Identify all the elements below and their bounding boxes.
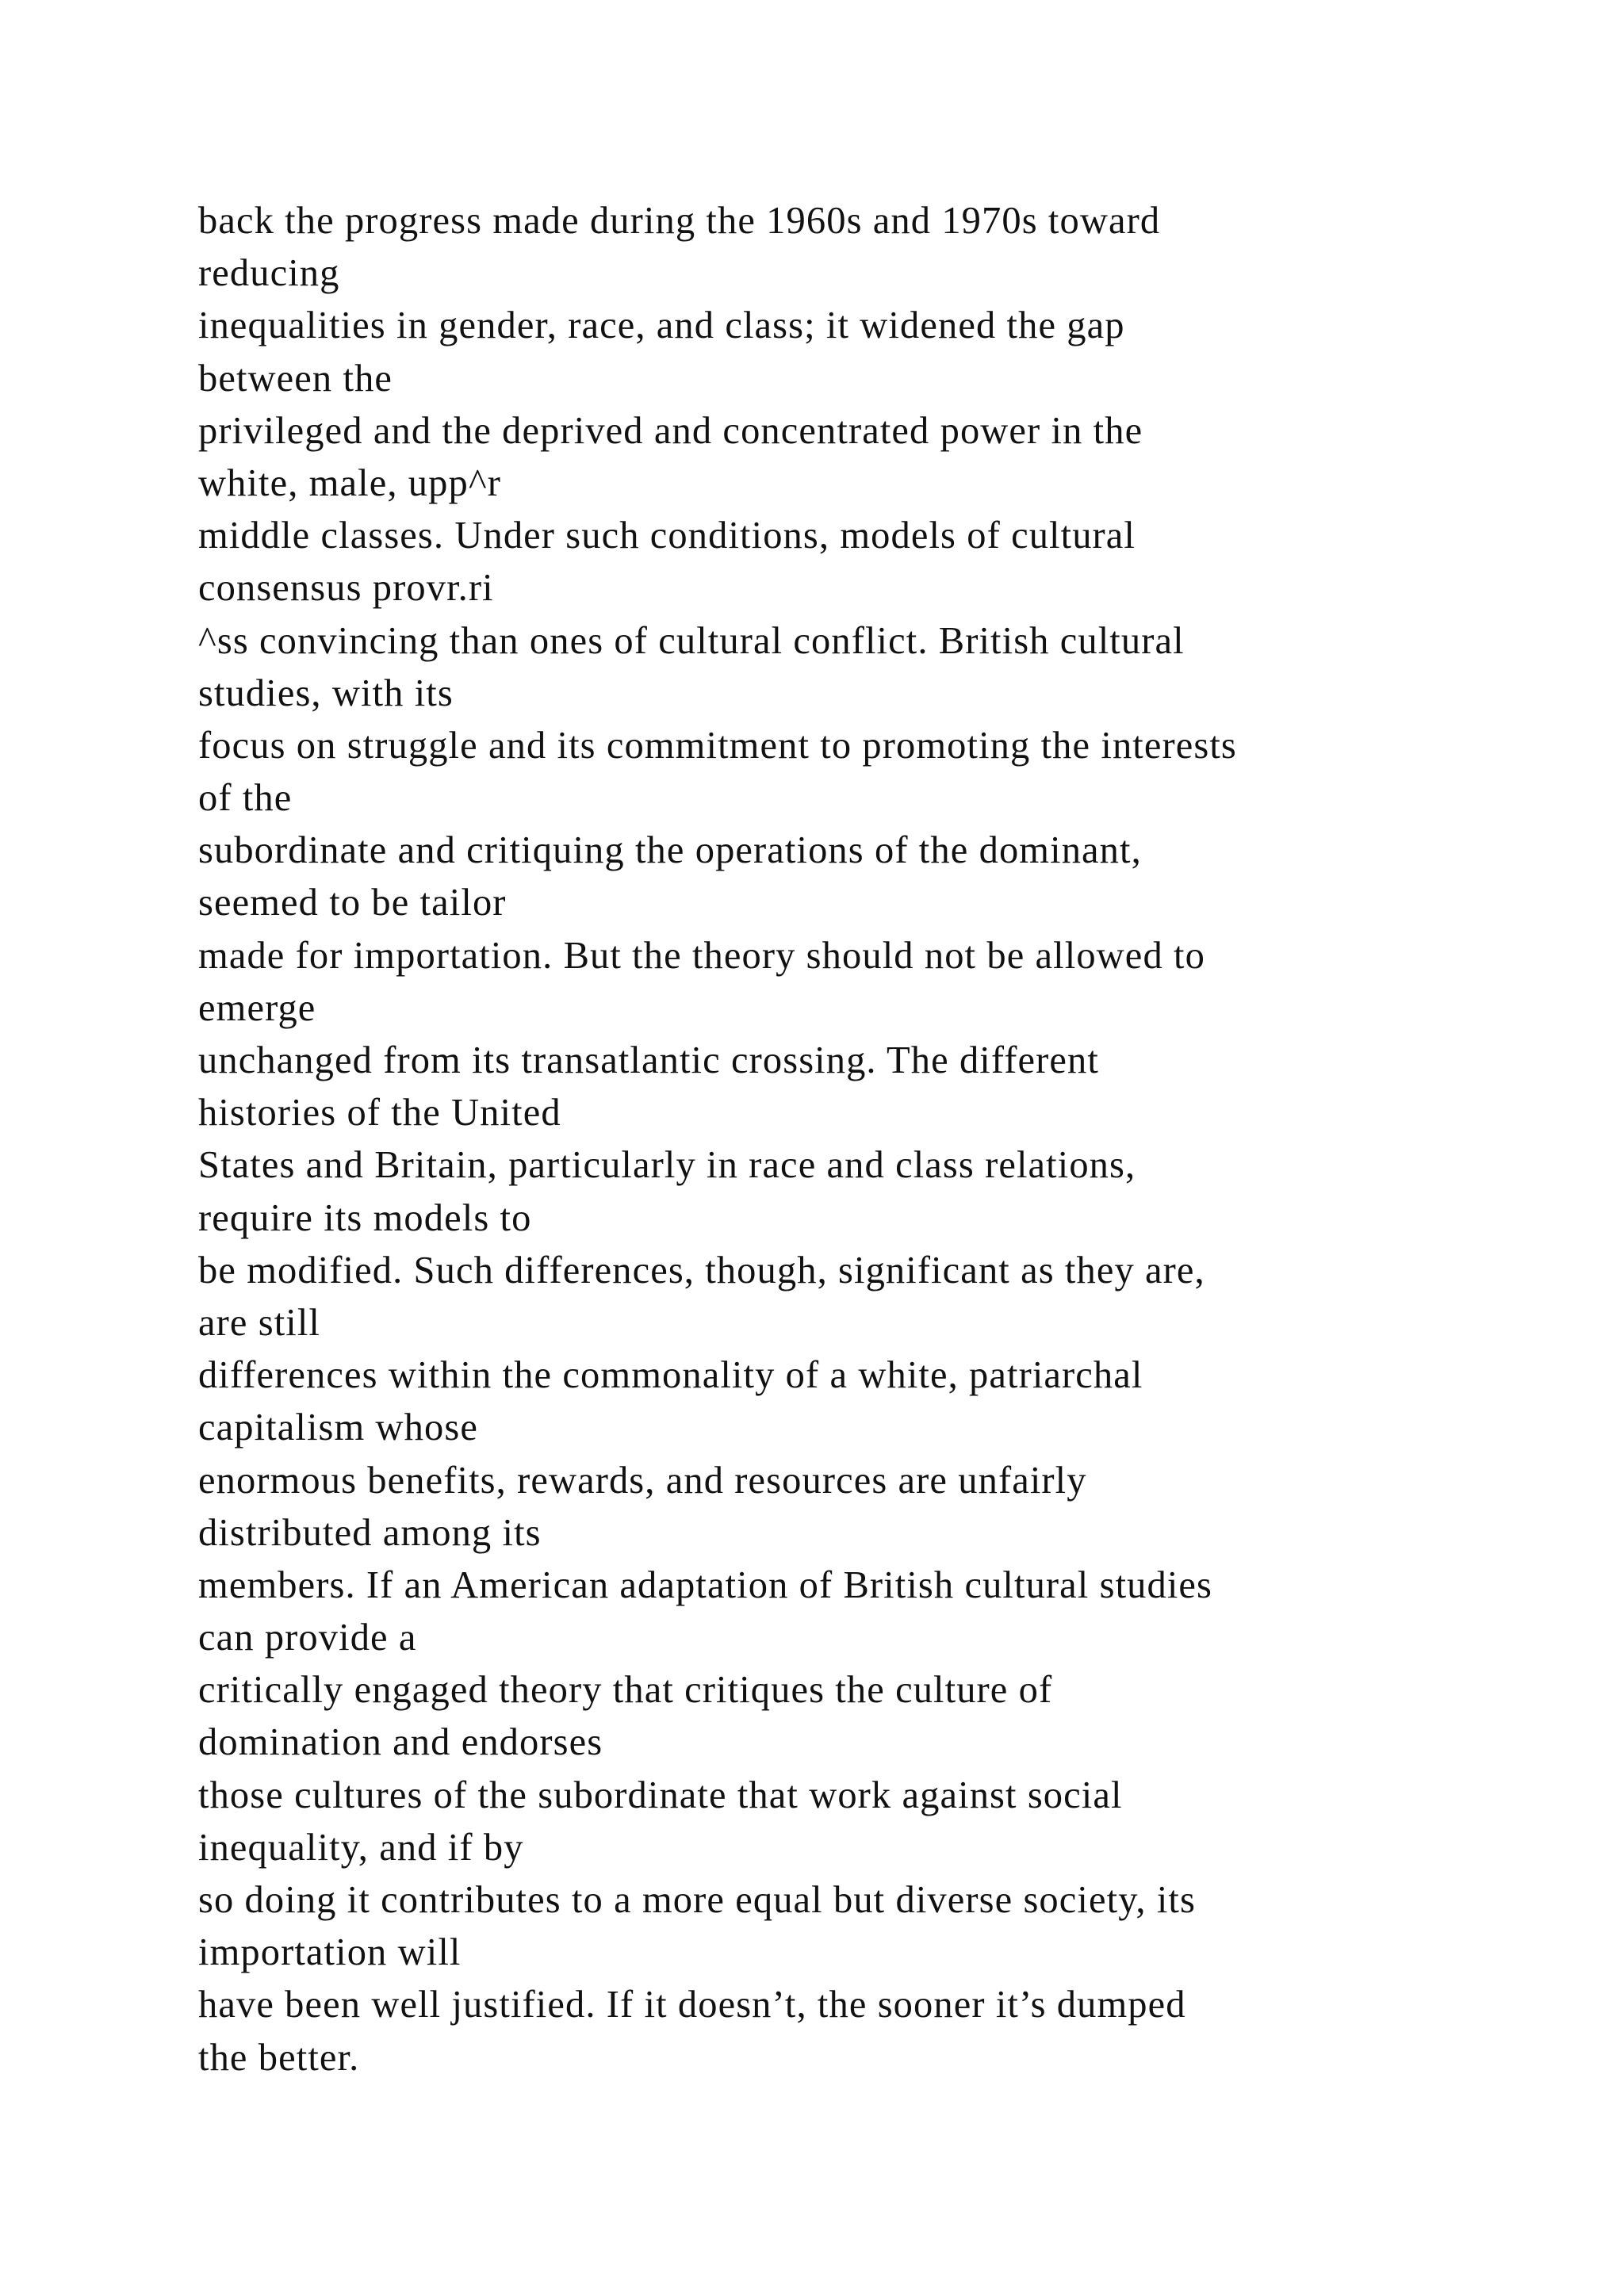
text-line: between the (198, 357, 393, 400)
text-line: ^ss convincing than ones of cultural conflict. British cultural (198, 619, 1185, 662)
text-line: inequalities in gender, race, and class; it widened the gap (198, 304, 1125, 347)
text-line: middle classes. Under such conditions, models of cultural (198, 515, 1136, 557)
text-line: focus on struggle and its commitment to promoting the interests (198, 724, 1237, 767)
text-line: members. If an American adaptation of British cultural studies (198, 1563, 1213, 1606)
text-line: made for importation. But the theory should not be allowed to (198, 934, 1205, 977)
text-line: emerge (198, 986, 316, 1029)
text-line: distributed among its (198, 1511, 542, 1554)
text-line: privileged and the deprived and concentrated power in the (198, 409, 1143, 452)
text-line: domination and endorses (198, 1721, 603, 1764)
text-line: unchanged from its transatlantic crossing. The different (198, 1039, 1099, 1081)
body-text (198, 195, 1499, 2084)
text-line: consensus provr.ri (198, 567, 494, 610)
text-line: so doing it contributes to a more equal but diverse society, its (198, 1879, 1196, 1921)
text-line: studies, with its (198, 672, 454, 714)
text-line: be modified. Such differences, though, significant as they are, (198, 1249, 1205, 1292)
text-line: can provide a (198, 1617, 417, 1659)
text-line: enormous benefits, rewards, and resources are unfairly (198, 1459, 1087, 1502)
text-line: differences within the commonality of a white, patriarchal (198, 1354, 1143, 1397)
text-line: have been well justified. If it doesn’t, the sooner it’s dumped (198, 1984, 1186, 2026)
text-line: seemed to be tailor (198, 882, 507, 924)
text-line: back the progress made during the 1960s and 1970s toward (198, 200, 1161, 242)
text-line: subordinate and critiquing the operations of the dominant, (198, 829, 1142, 872)
text-line: critically engaged theory that critiques the culture of (198, 1669, 1053, 1712)
text-line: capitalism whose (198, 1406, 478, 1449)
text-line: importation will (198, 1931, 462, 1974)
text-line: the better. (198, 2036, 360, 2079)
text-line: inequality, and if by (198, 1826, 524, 1869)
text-line: of the (198, 777, 293, 820)
text-line: are still (198, 1301, 321, 1344)
text-line: white, male, upp^r (198, 461, 501, 504)
text-line: histories of the United (198, 1092, 561, 1135)
text-line: reducing (198, 252, 340, 295)
text-line: those cultures of the subordinate that work against social (198, 1774, 1123, 1816)
text-line: States and Britain, particularly in race and class relations, (198, 1144, 1136, 1187)
text-line: require its models to (198, 1196, 532, 1239)
